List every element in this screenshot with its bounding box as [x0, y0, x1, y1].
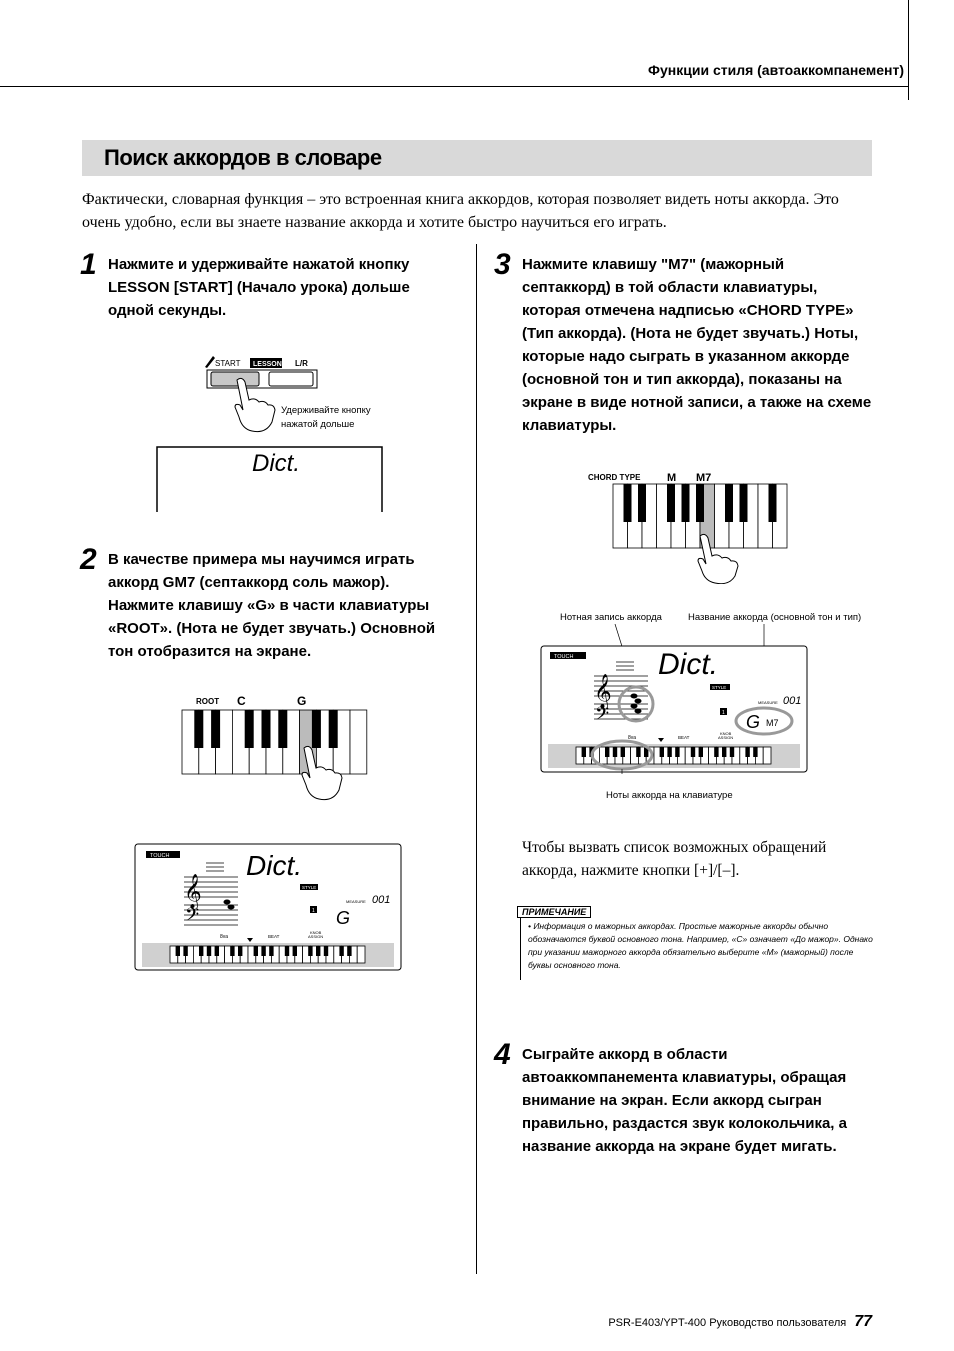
- black-key: [667, 747, 671, 757]
- octave-label: 8va: [628, 735, 637, 741]
- chord-type-keyboard-figure: [585, 466, 807, 584]
- bass-clef-icon: 𝄢: [185, 904, 200, 929]
- lcd-display-g: [134, 843, 402, 971]
- black-key: [238, 946, 242, 956]
- step-4-number: 4: [494, 1038, 511, 1071]
- black-key: [312, 710, 321, 748]
- beat-label: BEAT: [678, 735, 690, 740]
- black-key: [285, 946, 289, 956]
- pencil-icon: [205, 356, 215, 368]
- inversions-text: Чтобы вызвать список возможных обращений аккорда, нажмите кнопки [+]/[–].: [522, 839, 827, 879]
- black-key: [230, 946, 234, 956]
- note-text: • Информация о мажорных аккордах. Простые мажорные аккорды обычно обозначаются буквой основного тона. Например, «С» означает «До мажор». Однако при указании мажорного аккорда обязательно выберите «М» (мажорный) после буквы основного тона.: [528, 921, 873, 970]
- black-key: [745, 747, 749, 757]
- step-1-text: Нажмите и удерживайте нажатой кнопку LESSON [START] (Начало урока) дольше одной секунды.: [108, 256, 410, 319]
- bass-clef-icon: 𝄢: [595, 703, 610, 728]
- note-rule: [520, 918, 521, 980]
- black-key: [199, 946, 203, 956]
- black-key: [324, 946, 328, 956]
- black-key: [308, 946, 312, 956]
- intro-paragraph: Фактически, словарная функция – это встроенная книга аккордов, которая позволяет видеть ноты аккорда. Это очень удобно, если вы знаете название аккорда и хотите быстро научиться его играть.: [82, 191, 839, 231]
- octave-label: 8va: [220, 934, 229, 940]
- measure-value: 001: [783, 695, 802, 707]
- black-key: [582, 747, 586, 757]
- chord-root-display: G: [746, 712, 761, 732]
- black-key: [714, 747, 718, 757]
- lcd-display-dict: [156, 446, 384, 514]
- lcd-dict-text: Dict.: [246, 850, 302, 881]
- treble-clef-icon: 𝄞: [594, 675, 612, 708]
- hold-caption-line1: Удерживайте кнопку: [281, 405, 371, 416]
- knob-label: KNOB: [310, 930, 322, 935]
- step-1-number: 1: [80, 248, 97, 281]
- root-label: ROOT: [196, 697, 220, 706]
- black-key: [339, 946, 343, 956]
- lr-button[interactable]: [269, 372, 313, 386]
- black-key: [261, 946, 265, 956]
- black-key: [722, 747, 726, 757]
- start-label: START: [215, 359, 241, 368]
- black-key: [682, 484, 690, 522]
- chord-type-display: M7: [766, 718, 779, 728]
- footer-model: PSR-E403/YPT-400 Руководство пользователя: [608, 1317, 847, 1329]
- black-key: [769, 484, 777, 522]
- black-key: [740, 484, 748, 522]
- black-key: [254, 946, 258, 956]
- step-3-text: Нажмите клавишу "M7" (мажорный септаккорд) в той области клавиатуры, которая отмечена надписью «CHORD TYPE» (Тип аккорда). (Нота не будет звучать.) Ноты, которые надо сыграть в указанном аккорде (основной тон и тип аккорда), показаны на экране в виде нотной записи, а также на схеме клавиатуры.: [522, 256, 872, 434]
- black-key: [613, 747, 617, 757]
- black-key: [245, 710, 254, 748]
- black-key: [725, 484, 733, 522]
- black-key: [183, 946, 187, 956]
- note-label: ПРИМЕЧАНИЕ: [517, 906, 591, 918]
- black-key: [730, 747, 734, 757]
- black-key: [699, 747, 703, 757]
- white-key: [357, 946, 365, 963]
- black-key: [621, 747, 625, 757]
- measure-value: 001: [372, 894, 391, 906]
- page-number: 77: [854, 1313, 872, 1330]
- beat-label: BEAT: [268, 934, 280, 939]
- lr-label: L/R: [295, 359, 308, 368]
- black-key: [329, 710, 338, 748]
- section-title-bar: [82, 140, 872, 176]
- black-key: [636, 747, 640, 757]
- measure-label: MEASURE: [346, 899, 366, 904]
- black-key: [176, 946, 180, 956]
- black-key: [207, 946, 211, 956]
- black-key: [278, 710, 287, 748]
- black-key: [316, 946, 320, 956]
- style-label: STYLE: [302, 885, 317, 890]
- track-1-indicator: 1: [722, 710, 725, 716]
- black-key: [638, 484, 646, 522]
- black-key: [691, 747, 695, 757]
- step-4-text: Сыграйте аккорд в области автоаккомпанемента клавиатуры, обращая внимание на экран. Если аккорд сыгран правильно, раздастся звук колокольчика, а название аккорда на экране будет мигать.: [522, 1046, 847, 1155]
- lesson-label: LESSON: [253, 361, 282, 368]
- assign-label: ASSIGN: [308, 934, 324, 939]
- g-label: G: [297, 694, 307, 708]
- black-key: [675, 747, 679, 757]
- step-3-number: 3: [494, 248, 511, 281]
- touch-label: TOUCH: [554, 654, 574, 660]
- knob-label: KNOB: [720, 731, 732, 736]
- root-keyboard-figure: [180, 690, 370, 805]
- header-rule: [0, 86, 908, 87]
- page-edge-rule: [908, 0, 909, 100]
- track-1-indicator: 1: [312, 908, 315, 914]
- black-key: [215, 946, 219, 956]
- black-key: [660, 747, 664, 757]
- running-header: Функции стиля (автоаккомпанемент): [648, 62, 904, 78]
- black-key: [293, 946, 297, 956]
- lcd-dict-text: Dict.: [252, 450, 300, 477]
- section-title: Поиск аккордов в словаре: [104, 145, 382, 170]
- black-key: [605, 747, 609, 757]
- callout-keys: Ноты аккорда на клавиатуре: [606, 790, 733, 801]
- white-key: [350, 710, 367, 774]
- black-key: [269, 946, 273, 956]
- black-key: [194, 710, 203, 748]
- black-key: [667, 484, 675, 522]
- step-2-number: 2: [80, 543, 97, 576]
- black-key: [262, 710, 271, 748]
- m-label: M: [667, 472, 677, 484]
- black-key: [753, 747, 757, 757]
- hold-caption-line2: нажатой дольше: [281, 419, 355, 430]
- c-label: C: [237, 694, 246, 708]
- black-key: [347, 946, 351, 956]
- callout-chord-name: Название аккорда (основной тон и тип): [688, 612, 862, 623]
- chord-type-label: CHORD TYPE: [588, 473, 641, 482]
- white-key: [763, 747, 771, 764]
- assign-label: ASSIGN: [718, 735, 734, 740]
- black-key: [211, 710, 220, 748]
- black-key: [696, 484, 704, 522]
- m7-label: M7: [696, 472, 712, 484]
- column-divider: [476, 244, 477, 1274]
- start-button[interactable]: [211, 372, 259, 386]
- style-label: STYLE: [712, 685, 727, 690]
- treble-clef-icon: 𝄞: [184, 875, 202, 908]
- touch-label: TOUCH: [150, 853, 170, 859]
- step-2-text: В качестве примера мы научимся играть аккорд GM7 (септаккорд соль мажор). Нажмите клавишу «G» в части клавиатуры «ROOT». (Нота не будет звучать.) Основной тон отобразится на экране.: [108, 551, 436, 660]
- hold-caption: [281, 404, 371, 432]
- measure-label: MEASURE: [758, 700, 778, 705]
- black-key: [624, 484, 632, 522]
- lcd-display-gm7: [540, 624, 808, 774]
- lcd-dict-text: Dict.: [658, 648, 718, 681]
- page-footer: [608, 1313, 872, 1331]
- callout-notation: Нотная запись аккорда: [560, 612, 662, 623]
- chord-root-display: G: [336, 908, 351, 928]
